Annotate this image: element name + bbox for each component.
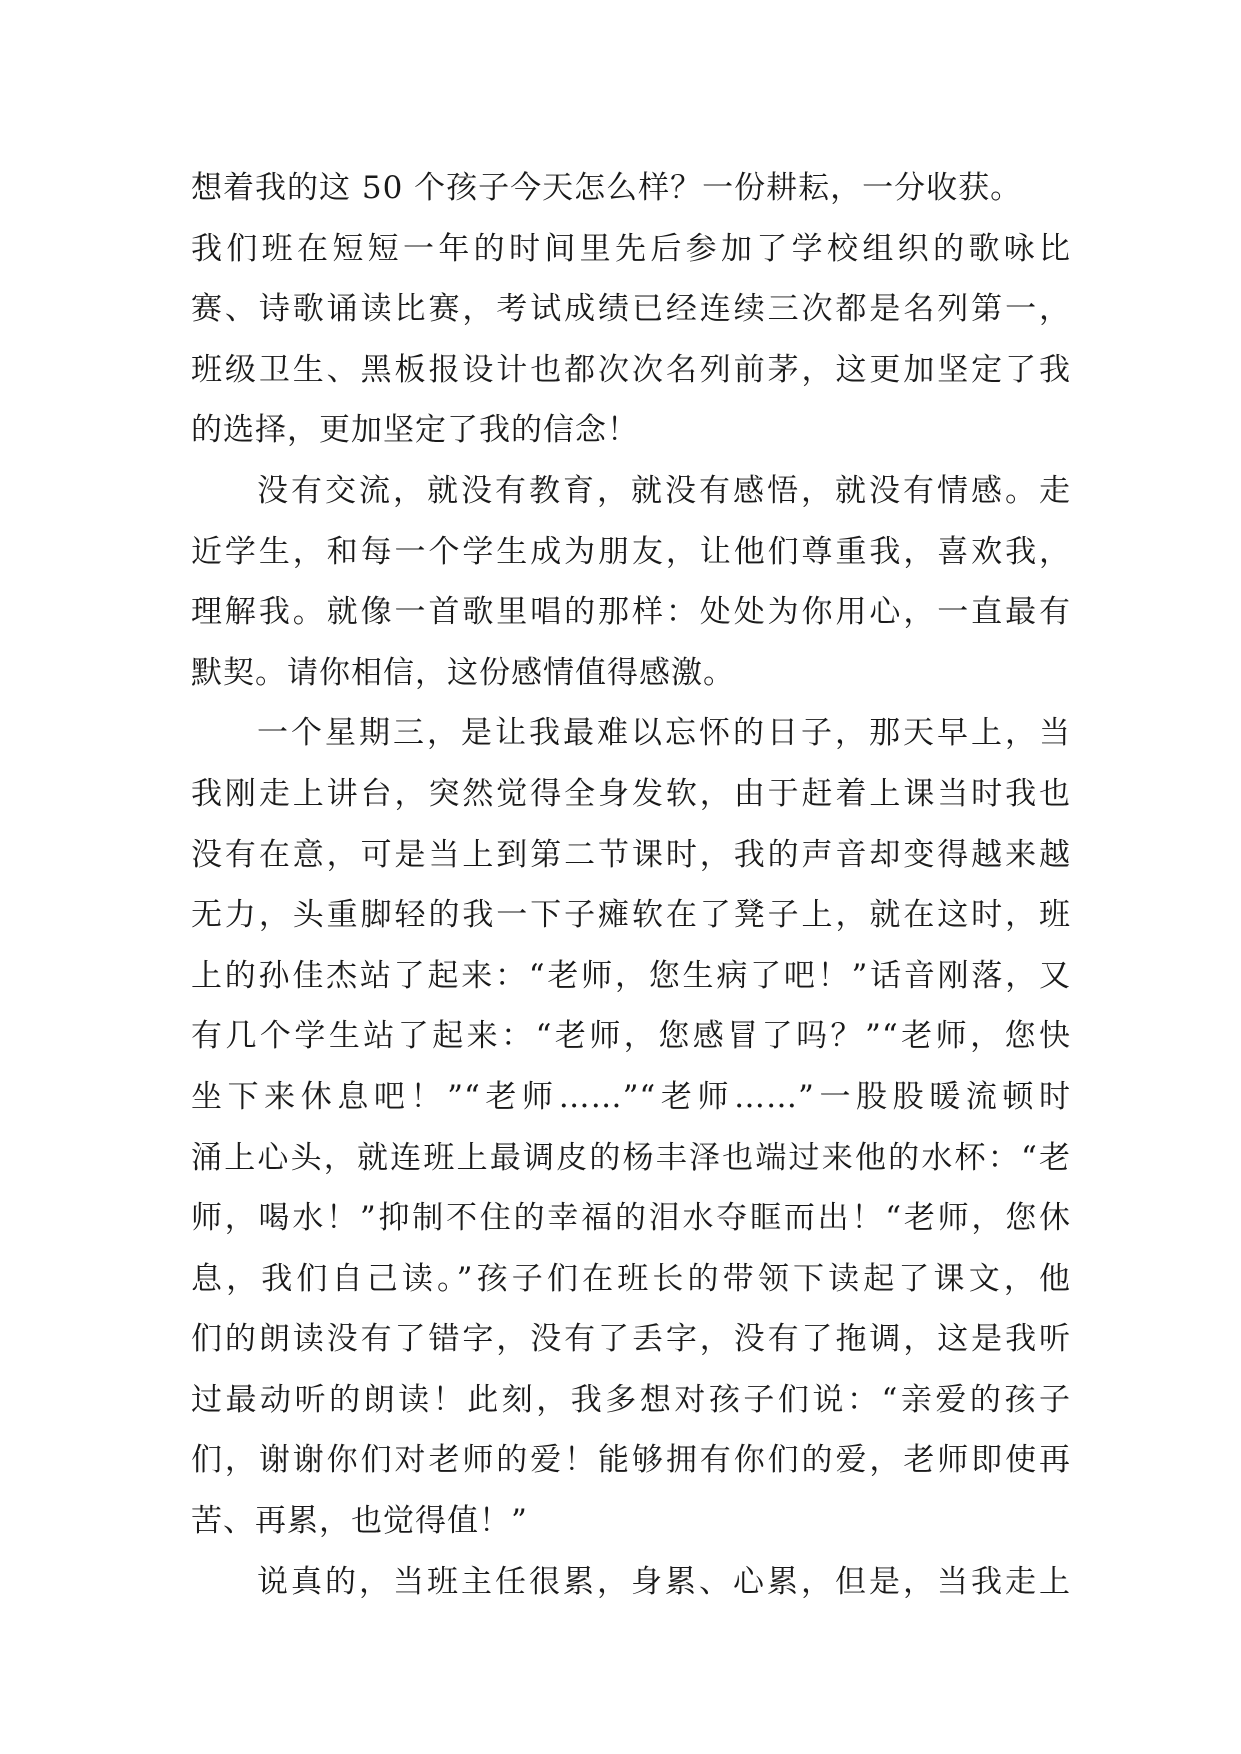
- paragraph-first-line: 说真的，当班主任很累，身累、心累，但是，当我走上: [257, 1563, 1071, 1600]
- text-line: 默契。请你相信，这份感情值得感激。: [191, 654, 735, 691]
- text-line: 涌上心头，就连班上最调皮的杨丰泽也端过来他的水杯：“老: [191, 1139, 1071, 1176]
- text-line: 我刚走上讲台，突然觉得全身发软，由于赶着上课当时我也: [191, 775, 1071, 812]
- text-line: 无力，头重脚轻的我一下子瘫软在了凳子上，就在这时，班: [191, 897, 1071, 934]
- text-line: 我们班在短短一年的时间里先后参加了学校组织的歌咏比: [191, 230, 1071, 267]
- text-line: 赛、诗歌诵读比赛，考试成绩已经连续三次都是名列第一，: [191, 291, 1071, 328]
- text-line: 们，谢谢你们对老师的爱！能够拥有你们的爱，老师即使再: [191, 1442, 1071, 1479]
- text-line: 息，我们自己读。”孩子们在班长的带领下读起了课文，他: [191, 1260, 1071, 1297]
- text-line: 理解我。就像一首歌里唱的那样：处处为你用心，一直最有: [191, 594, 1071, 631]
- text-line: 们的朗读没有了错字，没有了丢字，没有了拖调，这是我听: [191, 1321, 1071, 1358]
- text-line: 过最动听的朗读！此刻，我多想对孩子们说：“亲爱的孩子: [191, 1381, 1071, 1418]
- text-line: 坐下来休息吧！”“老师……”“老师……”一股股暖流顿时: [191, 1078, 1071, 1115]
- text-line: 苦、再累，也觉得值！”: [191, 1503, 528, 1540]
- paragraph-first-line: 没有交流，就没有教育，就没有感悟，就没有情感。走: [257, 472, 1071, 509]
- text-line: 没有在意，可是当上到第二节课时，我的声音却变得越来越: [191, 836, 1071, 873]
- text-line: 班级卫生、黑板报设计也都次次名列前茅，这更加坚定了我: [191, 351, 1071, 388]
- paragraph-first-line: 一个星期三，是让我最难以忘怀的日子，那天早上，当: [257, 715, 1071, 752]
- body-text: [191, 158, 1071, 1612]
- text-line: 近学生，和每一个学生成为朋友，让他们尊重我，喜欢我，: [191, 533, 1071, 570]
- text-line: 的选择，更加坚定了我的信念！: [191, 412, 639, 449]
- text-line: 有几个学生站了起来：“老师，您感冒了吗？”“老师，您快: [191, 1018, 1071, 1055]
- text-line: 想着我的这 50 个孩子今天怎么样？一份耕耘，一分收获。: [191, 170, 1023, 206]
- text-line: 师，喝水！”抑制不住的幸福的泪水夺眶而出！“老师，您休: [191, 1200, 1071, 1237]
- text-line: 上的孙佳杰站了起来：“老师，您生病了吧！”话音刚落，又: [191, 957, 1071, 994]
